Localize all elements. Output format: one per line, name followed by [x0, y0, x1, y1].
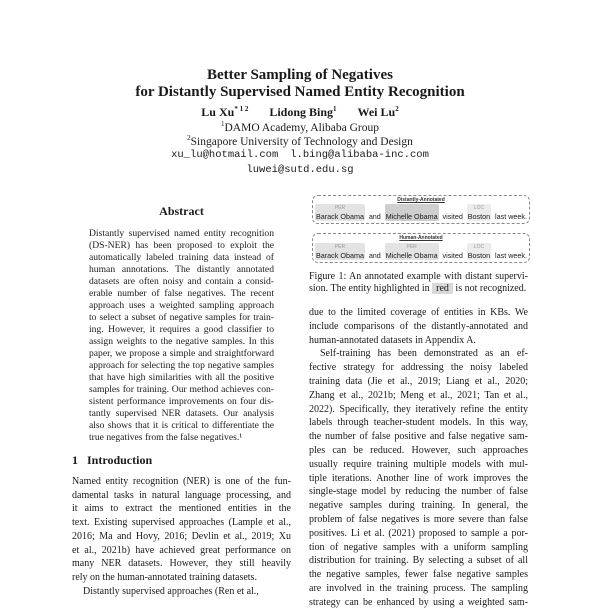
word: last week. — [495, 212, 527, 221]
word: visited — [442, 251, 463, 260]
text-line: human annotations. The distantly annotated — [89, 264, 274, 275]
affiliation-mark: 2 — [187, 134, 191, 142]
text-line: assign weights to the negative samples. In this — [89, 336, 274, 347]
entity-label: PER — [406, 244, 417, 250]
text-line: fective strategy for addressing the noisy labeled — [309, 362, 528, 374]
text-line: tiple iterations. Another line of work improves the — [309, 472, 528, 484]
caption-text: is not recognized. — [455, 283, 527, 294]
section-heading: 1 Introduction — [72, 453, 153, 467]
text-line: distribution for training. By selecting a subset of all — [309, 555, 528, 567]
text-line: due to the limited coverage of entities in KBs. We — [309, 307, 528, 318]
text-line: Named entity recognition (NER) is one of the fun- — [72, 476, 291, 487]
author-affiliation-mark: * 1 2 — [234, 105, 249, 113]
word: and — [368, 212, 381, 221]
author-list — [0, 105, 600, 120]
author-name: Wei Lu — [357, 105, 396, 119]
text-line: tantly supervised NER datasets. Our analysis — [89, 408, 274, 419]
text-line: true negatives from the false negatives.¹ — [89, 432, 243, 443]
entity-text: Barack Obama — [316, 251, 364, 260]
text-line: Zhang et al., 2021b; Meng et al., 2021; Tan et al., — [309, 389, 528, 401]
text-line: 2022). Specifically, they iteratively refine the entity — [309, 403, 528, 415]
entity-box — [467, 243, 491, 260]
text-line: Self-training has been demonstrated as an ef- — [320, 348, 528, 360]
text-line: single-stage model by reducing the number of false — [309, 486, 528, 498]
caption-highlight: red — [432, 283, 453, 294]
text-line: the negative samples, fewer false negative samples — [309, 569, 528, 581]
entity-text: Michelle Obama — [385, 212, 438, 221]
figure-caption-line: Figure 1: An annotated example with distant supervi- — [309, 271, 528, 282]
entity-box — [315, 204, 365, 221]
text-line: include comparisons of the distantly-annotated and — [309, 320, 528, 332]
entity-label: PER — [334, 205, 346, 211]
entity-box — [315, 243, 365, 260]
text-line: Distantly supervised named entity recognition — [89, 228, 274, 239]
panel-title: Distantly-Annotated — [397, 197, 445, 203]
annotated-sentence — [315, 204, 527, 221]
paper-title-line-2: for Distantly Supervised Named Entity Recognition — [135, 84, 465, 100]
text-line: negative samples during training. In general, the — [309, 500, 528, 512]
entity-label — [386, 205, 438, 212]
entity-label: LOC — [473, 205, 485, 211]
text-line: tion of negative samples with a uniform sampling — [309, 541, 528, 553]
text-line: ing. However, it requires a good classifier to — [89, 324, 274, 335]
abstract-heading: Abstract — [159, 204, 204, 218]
entity-text: Boston — [467, 251, 491, 260]
entity-label: PER — [334, 244, 346, 250]
affiliation — [0, 134, 600, 148]
word: and — [368, 251, 381, 260]
text-line: the number of false positive and false negative sam- — [309, 431, 528, 443]
text-line: datasets are often noisy and contain a consid- — [89, 276, 274, 287]
text-line: positives. Li et al. (2021) proposed to sample a por- — [309, 527, 528, 539]
author-affiliation-mark: 2 — [395, 105, 399, 113]
text-line: (DS-NER) has been proposed to exploit the — [89, 240, 274, 251]
text-line: to select a subset of negative samples for train- — [89, 312, 274, 323]
figure-panel-human — [312, 233, 530, 263]
word: last week. — [495, 251, 527, 260]
text-line: automatically labeled training data instead of — [89, 252, 274, 263]
caption-text: sion. The entity highlighted in — [309, 283, 430, 294]
paper-title-line-1: Better Sampling of Negatives — [207, 67, 393, 83]
text-line: labels through teacher-student models. In this way, — [309, 417, 528, 429]
text-line: 2016; Ma and Hovy, 2016; Devlin et al., 2019; Xu — [72, 530, 291, 542]
text-line: many NER datasets. However, they still heavily — [72, 558, 291, 570]
text-line: text. Existing supervised approaches (Lample et al., — [72, 517, 291, 529]
text-line: erable number of false negatives. The recent — [89, 288, 274, 299]
figure-panel-distant — [312, 195, 530, 224]
author — [358, 105, 399, 119]
email: l.bing@alibaba-inc.com — [290, 149, 429, 161]
emails — [0, 164, 600, 176]
text-line: that have high similarities with all the positive — [89, 372, 274, 383]
text-line: approach for selecting the top negative samples — [89, 360, 274, 371]
email: xu_lu@hotmail.com — [171, 149, 279, 161]
text-line: ples can be reduced. However, such approaches — [309, 445, 528, 456]
figure-caption-line — [309, 283, 528, 295]
word: visited — [442, 212, 463, 221]
affiliation-mark: 1 — [221, 120, 225, 128]
text-line: damental tasks in natural language processing, and — [72, 489, 291, 501]
text-line: Distantly supervised approaches (Ren et al., — [83, 585, 259, 597]
author — [269, 105, 336, 119]
text-line: sistent performance improvements on four dis- — [89, 396, 274, 407]
author — [201, 105, 248, 119]
entity-box-missed — [385, 204, 439, 221]
affiliation-text: DAMO Academy, Alibaba Group — [224, 121, 379, 134]
text-line: are involved in the training process. The sampling — [309, 583, 528, 594]
author-name: Lidong Bing — [269, 105, 334, 119]
text-line: rely on the human-annotated training datasets. — [72, 571, 257, 583]
entity-box — [385, 243, 439, 260]
text-line: paper, we propose a simple and straightforward — [89, 348, 274, 359]
author-affiliation-mark: 1 — [333, 105, 337, 113]
author-name: Lu Xu — [201, 105, 235, 119]
entity-label: LOC — [473, 244, 485, 250]
text-line: it aims to extract the mentioned entities in the — [72, 503, 291, 515]
text-line: problem of false negatives is more severe than false — [309, 514, 528, 525]
entity-box — [467, 204, 491, 221]
text-line: training data (Jie et al., 2019; Liang et al., 2020; — [309, 376, 528, 387]
text-line: also shows that it is critical to differentiate the — [89, 420, 274, 431]
text-line: human-annotated datasets in Appendix A. — [309, 334, 476, 346]
panel-title: Human-Annotated — [399, 235, 443, 241]
entity-text: Barack Obama — [316, 212, 364, 221]
text-line: samples for training. Our method achieves con- — [89, 384, 274, 395]
text-line: et al., 2021b) have achieved great performance on — [72, 544, 291, 556]
emails — [0, 149, 600, 161]
text-line: strategy can be enhanced by using a weighted sam- — [309, 596, 528, 608]
entity-text: Michelle Obama — [385, 251, 438, 260]
annotated-sentence — [315, 243, 527, 260]
text-line: approach uses a weighted sampling approach — [89, 300, 274, 311]
email: luwei@sutd.edu.sg — [246, 164, 354, 176]
text-line: usually require training multiple models with mul- — [309, 458, 528, 470]
affiliation — [0, 120, 600, 134]
entity-text: Boston — [467, 212, 491, 221]
affiliation-text: Singapore University of Technology and Design — [190, 135, 413, 148]
